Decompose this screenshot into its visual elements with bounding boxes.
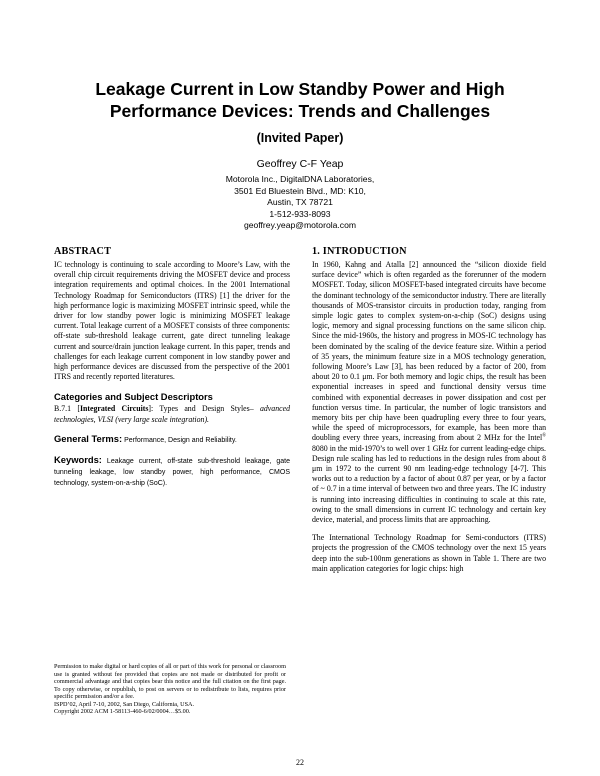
keywords — [54, 455, 290, 490]
category-code: B.7.1 [ — [54, 404, 80, 414]
abstract-heading: ABSTRACT — [54, 246, 112, 257]
permission-text: Permission to make digital or hard copies of all or part of this work for personal or classroom use is granted without fee provided that copies are not made or distributed for profit or commercial advantage and that copies bear this notice and the full citation on the first page. To copy otherwise, or republish, to post on servers or to redistribute to lists, requires prior specific permission and/or a fee. — [54, 663, 286, 700]
right-column — [312, 246, 546, 574]
affiliation-line: 1-512-933-8093 — [269, 208, 331, 219]
conference-venue: ISPD’02, April 7-10, 2002, San Diego, California, USA. — [54, 700, 195, 708]
introduction-paragraph-1 — [312, 260, 546, 525]
page-number: 22 — [296, 758, 304, 767]
category-rest: ]: Types and Design Styles– — [148, 404, 254, 414]
introduction-heading: 1. INTRODUCTION — [312, 246, 407, 257]
affiliation-line: Austin, TX 78721 — [267, 197, 333, 208]
keywords-text: Leakage current, off-state sub-threshold leakage, gate tunneling leakage, low standby power, high performance, CMOS technology, system-on-a-ship (SoC). — [54, 458, 290, 488]
abstract-text: IC technology is continuing to scale according to Moore’s Law, with the overall chip circuit requirements driving the MOSFET device and process integration requirements and optimal choices. In the 2001 International Technology Roadmap for Semiconductors (ITRS) [1] the driver for the high performance logic is maximizing MOSFET intrinsic speed, while the driver for low standby power logic is minimizing MOSFET leakage current. Total leakage current of a MOSFET consists of three components: off-state sub-threshold leakage current, gate direct tunneling leakage current and source/drain junction leakage current. In this paper, trends and challenges for each leakage current component in low standby power and high performance devices are discussed from the perspective of the 2001 ITRS and recently reported literatures. — [54, 260, 290, 382]
left-column — [54, 246, 290, 490]
general-terms-heading: General Terms: — [54, 432, 123, 444]
intro-text-part: In 1960, Kahng and Atalla [2] announced the “silicon dioxide field surface device” which is often regarded as the forerunner of the modern MOSFET. Today, silicon MOSFET-based integrated circuits have become the dominant technology of the semiconductor industry. There are literally thousands of MOS-transistor circuits in production today, ranging from simple logic gates to complex system-on-a-chip (SoC) designs using logic, memory and signal processing functions on the same silicon chip. Since the mid-1960s, the history and progress in MOS-IC technology has been dominated by the scaling of the device feature size. Within a period of 35 years, the minimum feature size in a MOS technology generation, following Moore’s Law [3], has been reduced by a factor of 200, from about 20 to 0.1 μm. For both memory and logic chips, the result has been exponential increases in speed and functional density versus time combined with exponential decreases in power dissipation and cost per function versus time. In particular, the number of logic transistors and memory bits per chip have been quadrupling every three to four years, while the speed of microprocessors, for example, has been more than doubling every three years, increasing from about 2 MHz for the Intel — [312, 260, 546, 443]
permission-notice — [54, 663, 286, 716]
category-detail: advanced technologies, VLSI (very large scale integration). — [54, 404, 291, 424]
intro-text-part: 8080 in the mid-1970’s to well over 1 GHz for current leading-edge chips. Design rule scaling has led to reductions in the design rules from about 8 μm in 1972 to the current 90 nm leading-edge technology [4-7]. This works out to a reduction by a factor of about 0.87 per year, or by a factor of ~ 0.7 in a time interval of between two and three years. The IC industry is running into increasing difficulties in continuing to scale at this rate, owing to the small dimensions in current IC technology and certain key device, material, and process limits that are approaching. — [312, 443, 546, 525]
author-email: geoffrey.yeap@motorola.com — [243, 220, 357, 231]
keywords-heading: Keywords: — [54, 454, 102, 466]
categories-heading: Categories and Subject Descriptors — [54, 391, 213, 403]
author-affiliation — [60, 174, 540, 232]
copyright-line: Copyright 2002 ACM 1-58113-460-6/02/0004…$5.00. — [54, 708, 191, 715]
category-name: Integrated Circuits — [79, 404, 149, 414]
author-name: Geoffrey C-F Yeap — [256, 158, 344, 170]
affiliation-line: 3501 Ed Bluestein Blvd., MD: K10, — [234, 185, 366, 196]
paper-subtitle: (Invited Paper) — [256, 131, 344, 145]
general-terms-text: Performance, Design and Reliability. — [124, 436, 237, 444]
registered-mark: ® — [542, 433, 546, 439]
categories-text — [54, 404, 290, 424]
paper-title: Leakage Current in Low Standby Power and High Performance Devices: Trends and Challenges — [95, 79, 505, 121]
introduction-paragraph-2: The International Technology Roadmap for Semi-conductors (ITRS) projects the progression of the CMOS technology over the next 15 years deep into the sub-100nm generations as shown in Table 1. There are two main application categories for logic chips: high — [312, 533, 546, 573]
affiliation-line: Motorola Inc., DigitalDNA Laboratories, — [225, 174, 375, 184]
general-terms — [54, 434, 290, 446]
